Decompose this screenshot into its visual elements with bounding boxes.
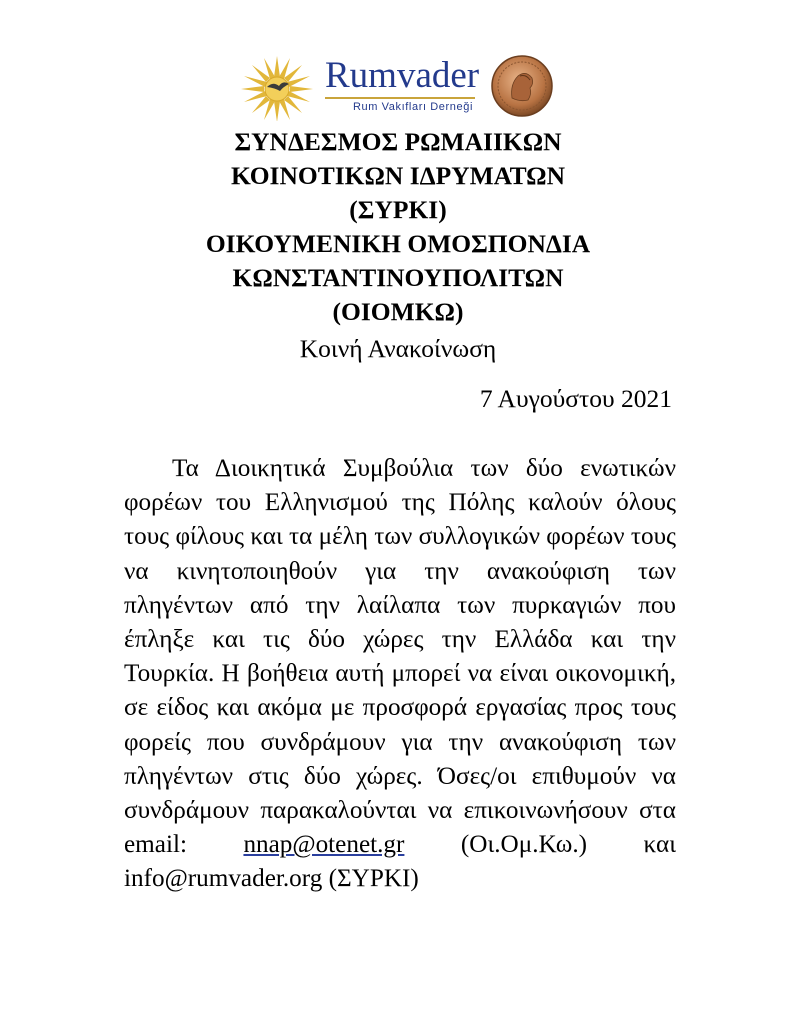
- email-text-rumvader: info@rumvader.org: [124, 865, 323, 893]
- body-paragraph: [124, 452, 676, 897]
- body-text-end: (ΣΥΡΚΙ): [322, 865, 419, 893]
- announcement-subtitle: Κοινή Ανακοίνωση: [299, 334, 497, 363]
- body-text-between: (Οι.Ομ.Κω.) και: [404, 831, 676, 859]
- brand-underline: [325, 97, 475, 99]
- title-line: (ΟΙΟΜΚΩ): [332, 297, 464, 326]
- body-text: Τα Διοικητικά Συμβούλια των δύο ενωτικών φορέων του Ελληνισμού της Πόλης καλούν όλους τους φίλους και τα μέλη των συλλογικών φορέων τους να κινητοποιηθούν για την ανακούφιση των πληγέντων από την λαίλαπα των πυρκαγιών που έπληξε και τις δύο χώρες την Ελλάδα και την Τουρκία. Η βοήθεια αυτή μπορεί να είναι οικονομική, σε είδος και ακόμα με προσφορά εργασίας προς τους φορείς που συνδράμουν για την ανακούφιση των πληγέντων στις δύο χώρες. Όσες/οι επιθυμούν να συνδράμουν παρακαλούνται να επικοινωνήσουν στα email:: [124, 455, 677, 859]
- announcement-body: [124, 452, 676, 897]
- title-line: ΚΟΙΝΟΤΙΚΩΝ ΙΔΡΥΜΑΤΩΝ: [230, 161, 565, 190]
- header-logos: [0, 50, 796, 120]
- email-link-otenet[interactable]: nnap@otenet.gr: [243, 831, 405, 859]
- brand-subtitle: Rum Vakıfları Derneği: [353, 101, 473, 113]
- title-line: ΣΥΝΔΕΣΜΟΣ ΡΩΜΑΙΙΚΩΝ: [234, 127, 562, 156]
- brand-name: Rumvader: [325, 55, 480, 96]
- document-date: 7 Αυγούστου 2021: [479, 384, 672, 413]
- rumvader-brand: [325, 55, 480, 113]
- title-line: ΟΙΚΟΥΜΕΝΙΚΗ ΟΜΟΣΠΟΝΔΙΑ: [205, 229, 591, 258]
- title-line: (ΣΥΡΚΙ): [349, 195, 447, 224]
- title-line: ΚΩΝΣΤΑΝΤΙΝΟΥΠΟΛΙΤΩΝ: [232, 263, 564, 292]
- sun-emblem-logo: [238, 53, 316, 121]
- document-titles: [0, 125, 796, 366]
- bronze-coin-seal-logo: [490, 54, 554, 118]
